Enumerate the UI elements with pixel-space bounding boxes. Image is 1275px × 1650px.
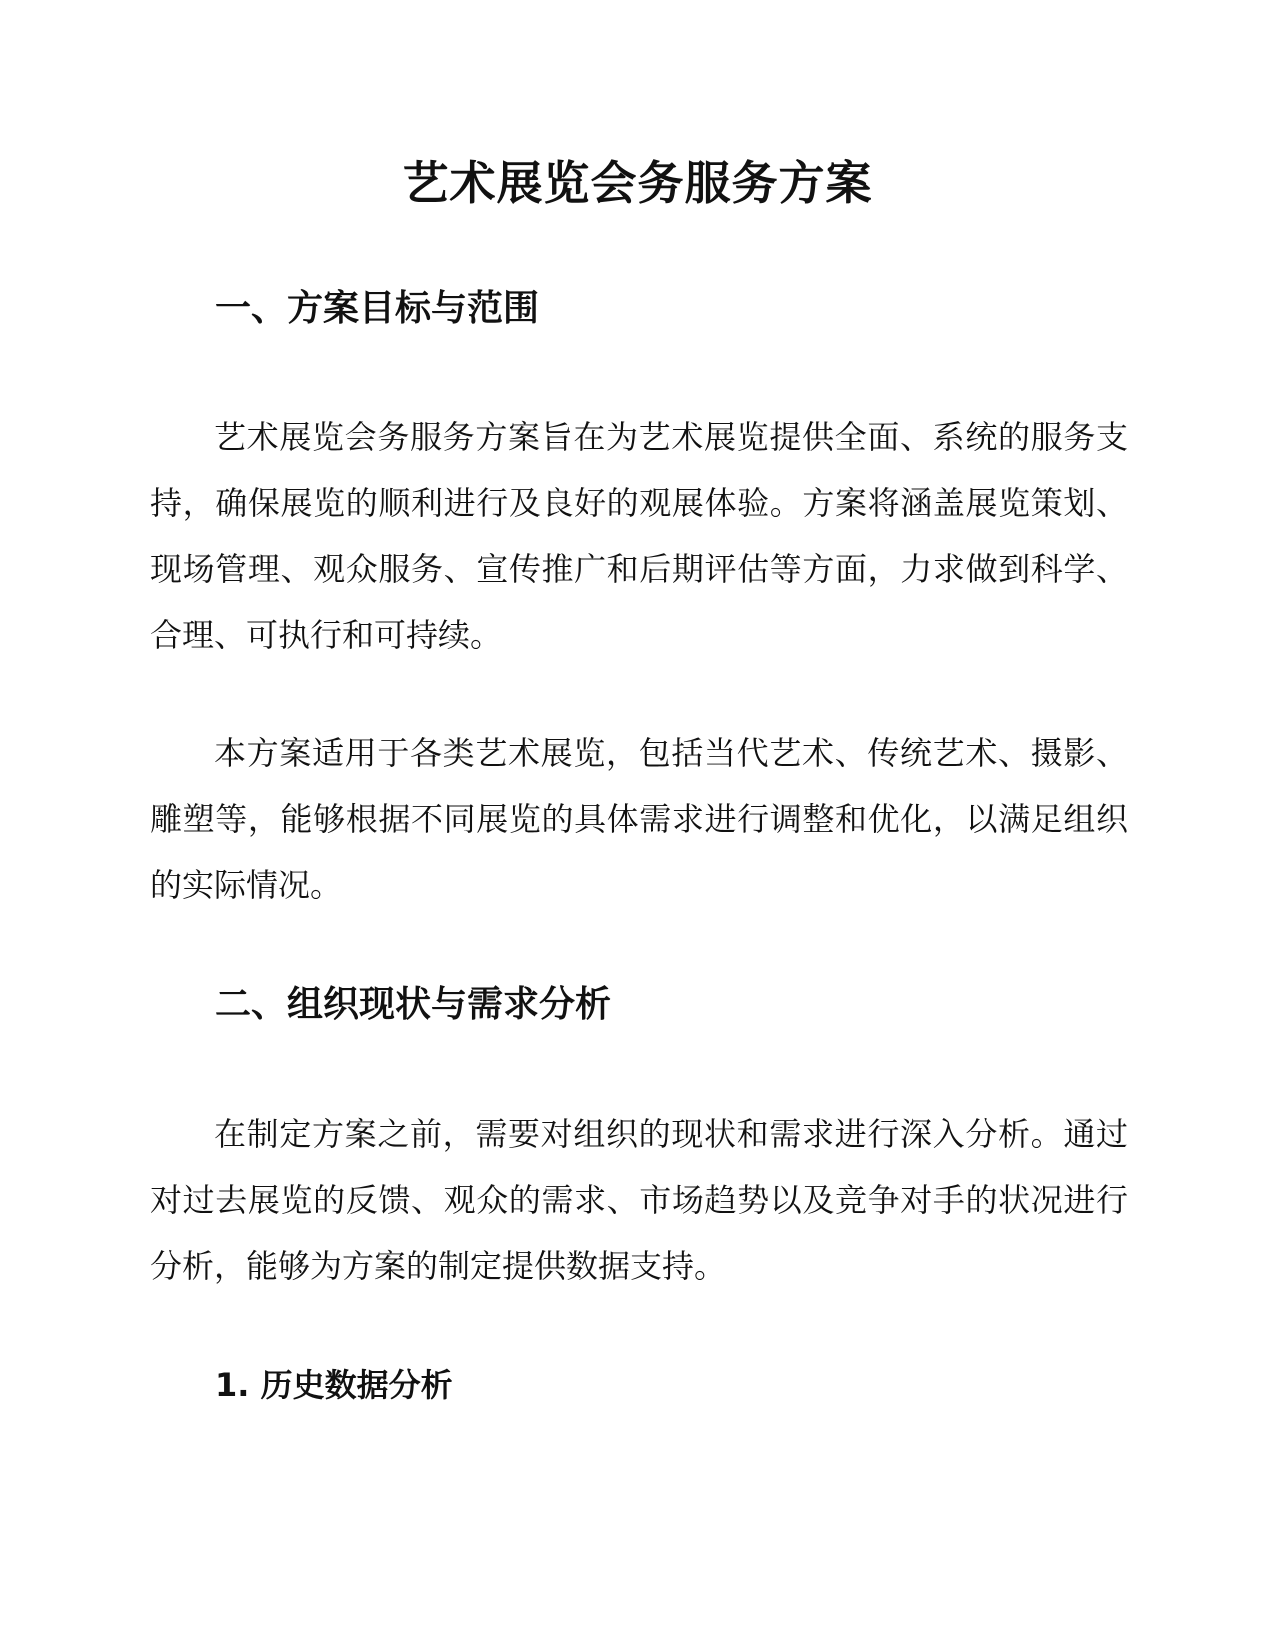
section-2-paragraph-1: 在制定方案之前，需要对组织的现状和需求进行深入分析。通过对过去展览的反馈、观众的需求、市场趋势以及竞争对手的状况进行分析，能够为方案的制定提供数据支持。 [150,1115,1128,1285]
section-heading-1: 一、方案目标与范围 [215,288,540,329]
document-title: 艺术展览会务服务方案 [402,156,873,210]
section-1-paragraph-1: 艺术展览会务服务方案旨在为艺术展览提供全面、系统的服务支持，确保展览的顺利进行及良好的观展体验。方案将涵盖展览策划、现场管理、观众服务、宣传推广和后期评估等方面，力求做到科学、合理、可执行和可持续。 [150,418,1128,654]
section-heading-2: 二、组织现状与需求分析 [215,984,612,1025]
section-1-paragraph-2: 本方案适用于各类艺术展览，包括当代艺术、传统艺术、摄影、雕塑等，能够根据不同展览的具体需求进行调整和优化，以满足组织的实际情况。 [150,734,1128,904]
subsection-heading-1: 1. 历史数据分析 [215,1366,453,1404]
